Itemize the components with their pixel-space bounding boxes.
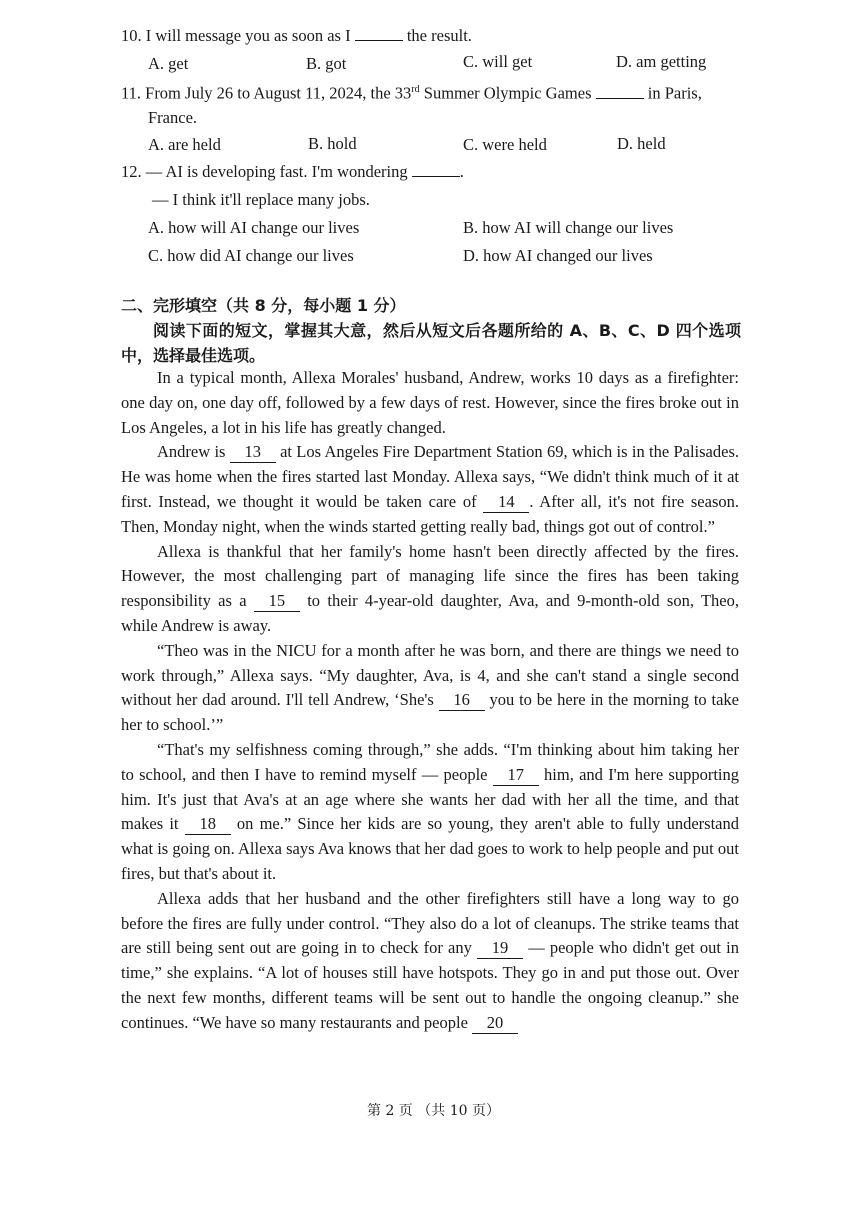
passage-text: Allexa adds that her husband and the other firefighters still have a long way to go before the fires are fully under control. “They also do a lot of cleanups. The strike teams that are still being sent out are going in to check for any xyxy=(121,888,739,958)
question-stem: I will message you as soon as I xyxy=(145,26,351,45)
question-stem: — AI is developing fast. I'm wondering xyxy=(145,162,408,181)
passage-text: you to be here in the morning to take her to school.’” xyxy=(121,690,739,735)
section-title: 二、完形填空（共 8 分，每小题 1 分） xyxy=(121,296,406,315)
question-stem: . xyxy=(459,162,464,181)
passage-text: on me.” Since her kids are so young, they aren't able to fully understand what is going on. Allexa says Ava knows that her dad goes to work to help people and put out fires, but that's about it. xyxy=(121,814,740,883)
paragraph-1: In a typical month, Allexa Morales' husband, Andrew, works 10 days as a firefighter: one day on, one day off, followed by a few days of rest. However, since the fires broke out in Los Angeles, a lot in his life has greatly changed. xyxy=(121,368,739,437)
blank-17: 17 xyxy=(493,765,539,786)
cloze-passage xyxy=(121,366,739,1036)
ordinal-suffix: rd xyxy=(411,84,420,95)
option-a: A. get xyxy=(148,54,189,73)
blank-20: 20 xyxy=(472,1013,518,1034)
passage-text: “Theo was in the NICU for a month after he was born, and there are things we need to work through,” Allexa says. “My daughter, Ava, is 4, and she can't stand a single second without her dad around. I'll tell Andrew, ‘She's xyxy=(121,640,739,710)
option-c: C. will get xyxy=(463,52,533,71)
page-footer: 第 2 页 （共 10 页） xyxy=(367,1103,500,1119)
question-stem-continued: France. xyxy=(148,108,198,127)
question-stem: Summer Olympic Games xyxy=(419,83,592,103)
blank-18: 18 xyxy=(185,814,231,835)
paragraph-5 xyxy=(121,738,739,887)
question-number: 11. xyxy=(121,83,142,103)
question-number: 12. xyxy=(121,162,142,181)
paragraph-4 xyxy=(121,639,739,738)
option-c: C. were held xyxy=(463,135,547,154)
blank-16: 16 xyxy=(439,690,485,711)
passage-text: — people who didn't get out in time,” she explains. “A lot of houses still have hotspots. They go in and put those out. Over the next few months, different teams will be sent out to handle the ongoing cleanup.” she continues. “We have so many restaurants and people xyxy=(121,938,739,1032)
question-stem: in Paris, xyxy=(647,83,702,103)
option-d: D. am getting xyxy=(616,52,707,71)
question-10 xyxy=(121,24,472,48)
answer-blank xyxy=(412,162,460,177)
question-stem: From July 26 to August 11, 2024, the 33 xyxy=(145,83,412,103)
option-d: D. how AI changed our lives xyxy=(463,246,653,265)
paragraph-2 xyxy=(121,440,739,539)
option-d: D. held xyxy=(617,134,666,153)
passage-text: him, and I'm here supporting him. It's just that Ava's at an age where she wants her dad with her all the time, and that makes it xyxy=(121,764,739,834)
passage-text: Allexa is thankful that her family's home hasn't been directly affected by the fires. However, the most challenging part of managing life since the fires has been taking responsibility as a xyxy=(121,541,739,611)
question-12 xyxy=(121,160,464,184)
passage-text: . After all, it's not fire season. Then, Monday night, when the winds started getting really bad, things got out of control.” xyxy=(121,491,739,536)
question-dialogue-reply: — I think it'll replace many jobs. xyxy=(152,190,370,209)
option-a: A. how will AI change our lives xyxy=(148,218,360,237)
blank-19: 19 xyxy=(477,938,523,959)
passage-text: to their 4-year-old daughter, Ava, and 9-month-old son, Theo, while Andrew is away. xyxy=(121,591,740,635)
paragraph-3 xyxy=(121,540,739,639)
question-number: 10. xyxy=(121,26,142,45)
option-b: B. got xyxy=(306,54,347,73)
option-c: C. how did AI change our lives xyxy=(148,246,354,265)
option-b: B. hold xyxy=(308,134,357,153)
answer-blank xyxy=(596,84,644,99)
answer-blank xyxy=(355,26,403,41)
section-instruction: 阅读下面的短文，掌握其大意，然后从短文后各题所给的 A、B、C、D 四个选项中，选择最佳选项。 xyxy=(121,321,741,365)
option-a: A. are held xyxy=(148,135,221,154)
option-b: B. how AI will change our lives xyxy=(463,218,674,237)
passage-text: “That's my selfishness coming through,” she adds. “I'm thinking about him taking her to school, and then I have to remind myself — people xyxy=(121,739,739,784)
blank-15: 15 xyxy=(254,591,300,612)
blank-13: 13 xyxy=(230,442,276,463)
passage-text: Andrew is xyxy=(157,442,226,462)
paragraph-6 xyxy=(121,887,739,1036)
blank-14: 14 xyxy=(483,492,529,513)
passage-text: at Los Angeles Fire Department Station 69, which is in the Palisades. He was home when the fires started last Monday. Allexa says, “We didn't think much of it at first. Instead, we thought it would be taken care of xyxy=(121,442,740,511)
question-11 xyxy=(121,78,702,106)
question-stem: the result. xyxy=(406,26,472,45)
